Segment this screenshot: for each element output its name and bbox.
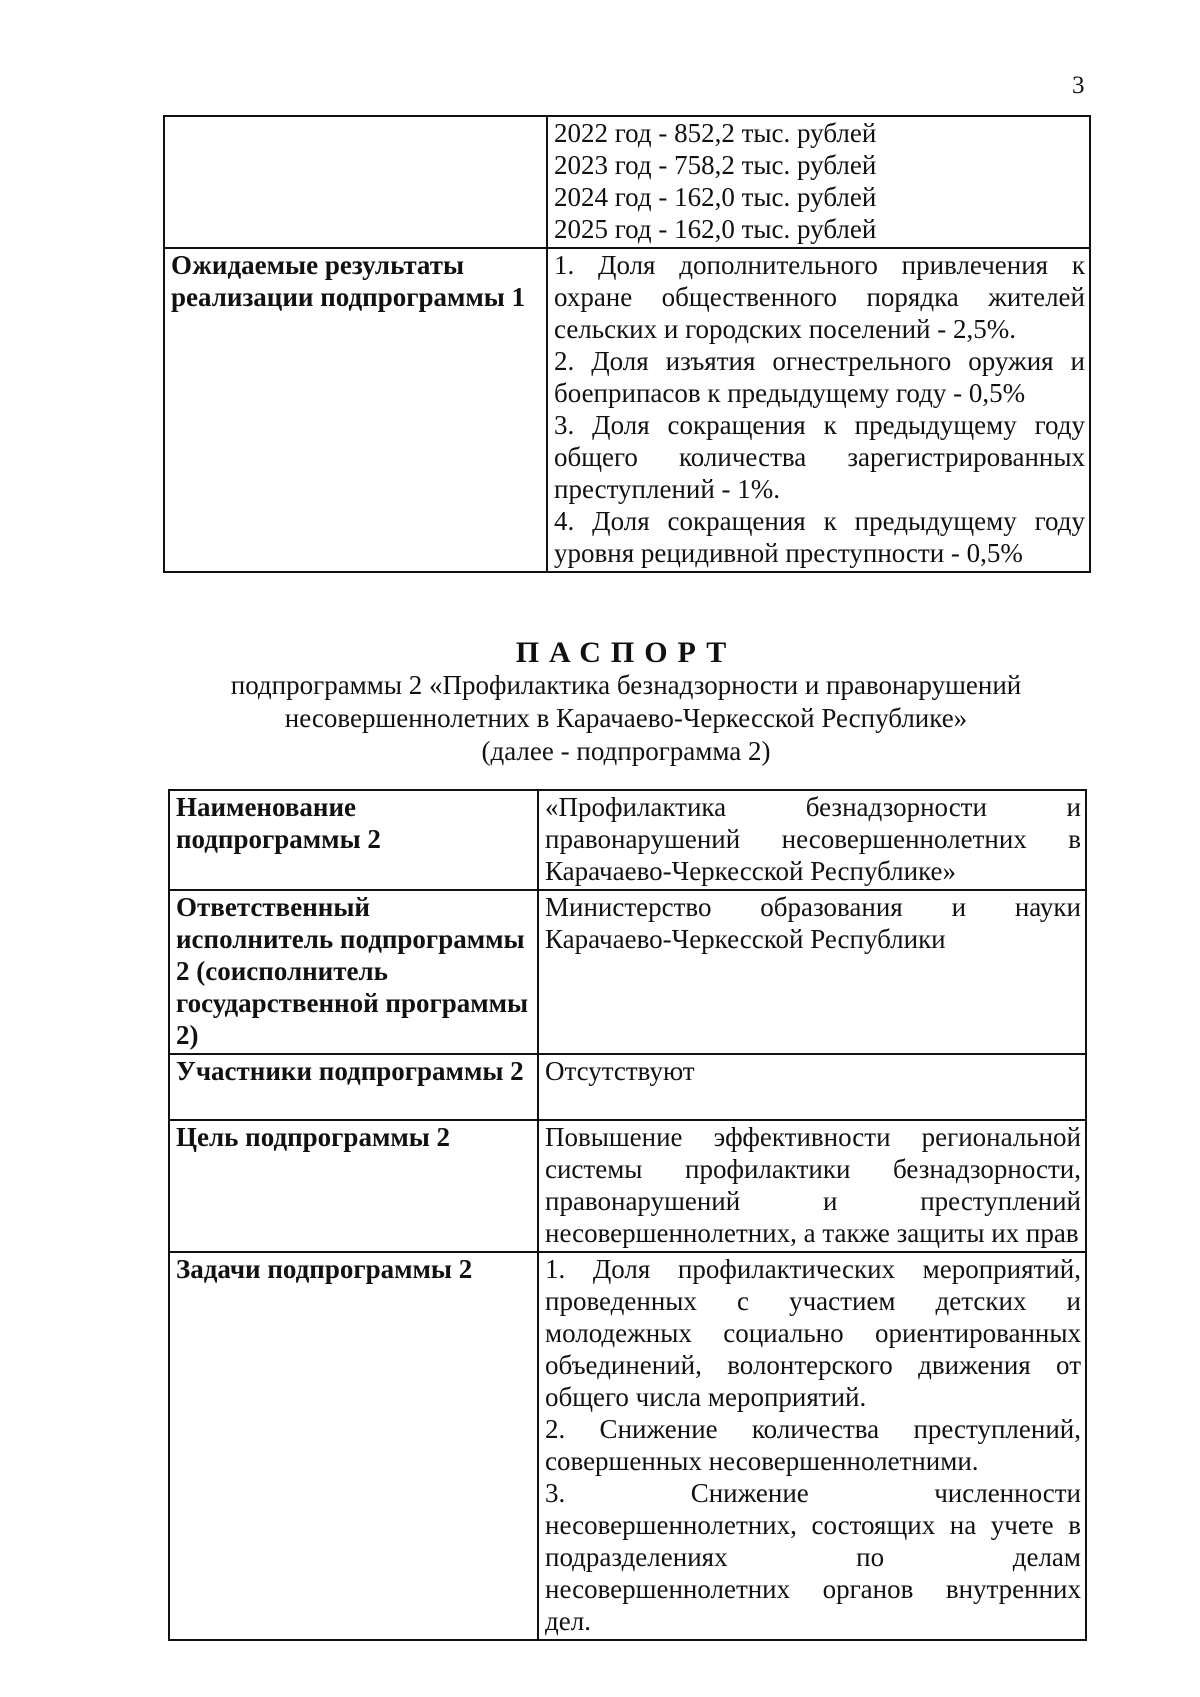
- funding-line: 2024 год - 162,0 тыс. рублей: [554, 182, 877, 212]
- table-row: [169, 790, 1086, 890]
- row-label: Участники подпрограммы 2: [169, 1054, 538, 1120]
- passport-subtitle-line: подпрограммы 2 «Профилактика безнадзорности и правонарушений: [230, 670, 1022, 700]
- table-row: [169, 1252, 1086, 1640]
- table-row: [164, 116, 1090, 248]
- funding-line: 2022 год - 852,2 тыс. рублей: [554, 118, 877, 148]
- page-number: 3: [1072, 72, 1085, 99]
- row-label: Задачи подпрограммы 2: [169, 1252, 538, 1640]
- result-item: 1. Доля дополнительного привлечения к охране общественного порядка жителей сельских и городских поселений - 2,5%.: [554, 250, 1085, 344]
- funding-cell: [547, 116, 1090, 248]
- results-cell: [547, 248, 1090, 572]
- task-item: 2. Снижение количества преступлений, совершенных несовершеннолетними.: [545, 1414, 1081, 1476]
- empty-label-cell: [164, 116, 547, 248]
- table-row: [169, 1120, 1086, 1252]
- funding-line: 2023 год - 758,2 тыс. рублей: [554, 150, 877, 180]
- result-item: 2. Доля изъятия огнестрельного оружия и боеприпасов к предыдущему году - 0,5%: [554, 346, 1085, 408]
- row-label: Цель подпрограммы 2: [169, 1120, 538, 1252]
- tasks-cell: [538, 1252, 1086, 1640]
- row-content: «Профилактика безнадзорности и правонарушений несовершеннолетних в Карачаево-Черкесской Республике»: [538, 790, 1086, 890]
- table-row: [164, 248, 1090, 572]
- table-row: [169, 890, 1086, 1054]
- subprogram1-table-continuation: [163, 115, 1091, 573]
- result-item: 4. Доля сокращения к предыдущему году уровня рецидивной преступности - 0,5%: [554, 506, 1085, 568]
- task-item: 1. Доля профилактических мероприятий, проведенных с участием детских и молодежных социально ориентированных объединений, волонтерского движения от общего числа мероприятий.: [545, 1254, 1081, 1412]
- funding-line: 2025 год - 162,0 тыс. рублей: [554, 214, 877, 244]
- passport-subtitle-line: (далее - подпрограмма 2): [481, 736, 771, 766]
- row-content: Повышение эффективности региональной системы профилактики безнадзорности, правонарушений и преступлений несовершеннолетних, а также защиты их прав: [538, 1120, 1086, 1252]
- results-label: Ожидаемые результаты реализации подпрограммы 1: [164, 248, 547, 572]
- row-label: Наименование подпрограммы 2: [169, 790, 538, 890]
- passport-heading: [163, 636, 1089, 768]
- row-content: Министерство образования и науки Карачаево-Черкесской Республики: [538, 890, 1086, 1054]
- subprogram2-passport-table: [168, 789, 1087, 1641]
- table-row: [169, 1054, 1086, 1120]
- passport-title: ПАСПОРТ: [515, 636, 737, 669]
- result-item: 3. Доля сокращения к предыдущему году общего количества зарегистрированных преступлений - 1%.: [554, 410, 1085, 504]
- passport-subtitle-line: несовершеннолетних в Карачаево-Черкесской Республике»: [284, 703, 968, 733]
- row-content: Отсутствуют: [538, 1054, 1086, 1120]
- task-item: 3. Снижение численности несовершеннолетних, состоящих на учете в подразделениях по делам несовершеннолетних органов внутренних дел.: [545, 1478, 1081, 1636]
- row-label: Ответственный исполнитель подпрограммы 2 (соисполнитель государственной программы 2): [169, 890, 538, 1054]
